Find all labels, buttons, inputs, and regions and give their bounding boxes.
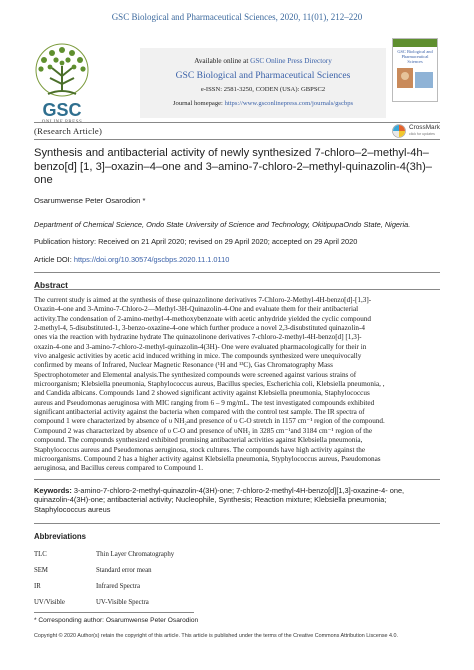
- abstract-line: oxazin-4-one and 3-amino-7-chloro-2-methyl-quinazolin-4(3H)- One were evaluated pharmacologically for their in: [34, 342, 367, 351]
- keywords-text: 3-amino-7-chloro-2-methyl-quinazolin-4(3H)-one; 7-chloro-2-methyl-4H-benzo[d][1,3]-oxazine-4- one,: [71, 486, 405, 495]
- abstract-line: Spectrophotometer and Elemental analysis.The synthesized compounds were screened against various strains of: [34, 370, 357, 379]
- issn-line: e-ISSN: 2581-3250, CODEN (USA): GBPSC2: [200, 86, 326, 93]
- keywords-line: [34, 486, 440, 495]
- abbreviation-term: UV/Visible: [34, 599, 65, 606]
- title-line: benzo[d] [1, 3]–oxazin–4–one and 3–amino-7-chloro-2–methyl-quinazolin-4(3h)–: [34, 160, 433, 173]
- cover-image: [393, 64, 437, 94]
- availability-line: [140, 57, 386, 65]
- abstract-line: The current study is aimed at the synthesis of these quinazolinone derivatives 7-Chloro-2-Methyl-4H-benzo[d]-[1,3]-: [34, 296, 372, 304]
- article-title: [34, 147, 444, 188]
- abbreviation-definition: Infrared Spectra: [96, 583, 140, 590]
- abstract-line: aeruginosa, and Bacillus cereus compared to Compound 1.: [34, 464, 204, 473]
- journal-title: GSC Biological and Pharmaceutical Sciences: [175, 70, 351, 81]
- logo-subtitle: ONLINE PRESS: [41, 120, 83, 125]
- abstract-heading: Abstract: [34, 280, 68, 290]
- abstract-line: confirmed by means of Infrared, Nuclear Magnetic Resonance (¹H and ¹³C), Gas Chromatography Mass: [34, 361, 333, 370]
- keywords-rule-top: [34, 479, 440, 480]
- abstract-line: aureus and Pseudomonas aeruginosa with MIC ranging from 6 – 9 mg/mL. The test investigated compounds exhibited: [34, 398, 375, 407]
- crossmark-label: CrossMark: [409, 124, 440, 131]
- running-head: GSC Biological and Pharmaceutical Sciences, 2020, 11(01), 212–220: [111, 12, 363, 22]
- logo-acronym: GSC: [42, 100, 82, 120]
- abstract-rule-top: [34, 272, 440, 273]
- abstract-heading-rule: [34, 289, 440, 290]
- abstract-line: microorganism; Klebsiella pneumonia, Staphylococcus aureus, Bacillus species, Escherichia coli, Klebsiella pneumonia, ,: [34, 380, 385, 389]
- abbreviation-definition: UV-Visible Spectra: [96, 599, 149, 606]
- abstract-line: activity.The condensation of 2-amino-methyl-4-methoxybenzoate with acetic anhydride yielded the cyclic compound: [34, 314, 372, 323]
- abstract-line: Oxazin-4-one and 3-Amino-7-Chloro-2—Methyl-3H-Quinazolin-4-One and evaluate them for their antibacterial: [34, 305, 359, 314]
- article-doi: [34, 255, 229, 264]
- abbreviation-term: TLC: [34, 551, 47, 558]
- abstract-line: 2-methyl-4, 5-disubstituted-1, 3-benzo-oxazine-4-one which further produce a novel 2,3-disubstituted quinazolin-4: [34, 324, 365, 333]
- copyright-notice: Copyright © 2020 Author(s) retain the copyright of this article. This article is published under the terms of the Creative Commons Attribution Liscense 4.0.: [34, 633, 399, 639]
- history-label: Publication history:: [34, 237, 97, 246]
- affiliation: Department of Chemical Science, Ondo State University of Science and Technology, OkitipupaOndo State, Nigeria.: [34, 220, 411, 229]
- abstract-line: significant antibacterial activity against the bacteria when compared with the control test sample. The IR spectra of: [34, 408, 365, 417]
- keywords-label: Keywords:: [34, 486, 72, 495]
- abstract-line: Staphylococcus aureus and Pseudomonas aeruginosa, stock cultures. The compounds have high activity against the: [34, 445, 366, 454]
- abbreviations-heading: Abbreviations: [34, 532, 86, 541]
- keywords-line: Staphylococcus aureus: [34, 504, 111, 514]
- abbreviations-rule-top: [34, 523, 440, 524]
- abstract-line: compound 1 were characterized by absence of υ NH₂and presence of υ C-O stretch in 1157 cm⁻¹ region of the compound.: [34, 417, 385, 426]
- homepage-link[interactable]: https://www.gsconlinepress.com/journals/gscbps: [224, 100, 354, 107]
- footnote-rule: [34, 612, 194, 613]
- author-name: Osarumwense Peter Osarodion *: [34, 196, 146, 205]
- doi-link[interactable]: https://doi.org/10.30574/gscbps.2020.11.1.0110: [73, 255, 230, 264]
- availability-prefix: Available online at: [194, 57, 249, 65]
- abstract-line: microorganisms. Compound 2 has a higher activity against Klebsiella pneumonia, Styphylococcus aureus, Pseudomonas: [34, 454, 381, 463]
- keywords-line: quinazolin-4(3H)-one; antibacterial activity; Nucleophile, Synthesis; Reaction mixture; Klebsiella pneumonia;: [34, 495, 387, 505]
- title-line: Synthesis and antibacterial activity of newly synthesized 7-chloro–2–methyl-4h–: [34, 147, 429, 159]
- header-rule-top: [34, 122, 440, 123]
- history-dates: Received on 21 April 2020; revised on 29 April 2020; accepted on 29 April 2020: [96, 237, 358, 246]
- journal-cover-thumbnail: [392, 38, 438, 102]
- abstract-line: compound. The compounds synthesized exhibited promising antibacterial activities against Klebsiella pneumonia,: [34, 436, 363, 445]
- abbreviation-term: SEM: [34, 567, 48, 574]
- corresponding-author: * Corresponding author: Osarumwense Peter Osarodion: [34, 617, 199, 624]
- directory-link[interactable]: GSC Online Press Directory: [250, 57, 332, 65]
- doi-label: Article DOI:: [34, 255, 72, 264]
- gsc-logo: [30, 40, 94, 132]
- abbreviation-definition: Thin Layer Chromatography: [96, 551, 175, 558]
- abstract-body: [34, 296, 440, 474]
- abstract-line: and Candida albicans. Compounds 1and 2 showed significant activity against Klebsiella pneumonia, Staphylococcus: [34, 389, 370, 398]
- journal-info-box: [140, 48, 386, 118]
- abstract-line: vivo analgesic activities by acetic acid induced writhing in mice. The compounds synthesized were unequivocally: [34, 352, 362, 361]
- crossmark-icon: [392, 124, 406, 138]
- crossmark-badge[interactable]: [392, 121, 438, 143]
- abbreviation-definition: Standard error mean: [96, 567, 152, 574]
- article-type: (Research Article): [34, 126, 103, 136]
- abstract-line: ones via the reaction with hydrazine hydrate The quinazolinone derivatives 7-chloro-2-methyl-4H-benzo[d] [1,3]-: [34, 333, 362, 342]
- cover-band: [393, 39, 437, 47]
- homepage-prefix: Journal homepage:: [172, 100, 223, 107]
- homepage-line: [140, 100, 386, 107]
- crossmark-sub: click for updates: [409, 132, 435, 136]
- cover-title: GSC Biological and Pharmaceutical Sciences: [397, 49, 433, 64]
- keywords: [34, 486, 440, 514]
- header-rule-bottom: [34, 139, 440, 140]
- abstract-line: Compound 2 was characterized by absence of υ C-O and presence of υNH₂ in 3285 cm⁻¹and 3184 cm⁻¹ region of the: [34, 426, 373, 435]
- title-line: one: [34, 174, 53, 187]
- publication-history: [34, 237, 444, 246]
- abbreviation-term: IR: [34, 583, 41, 590]
